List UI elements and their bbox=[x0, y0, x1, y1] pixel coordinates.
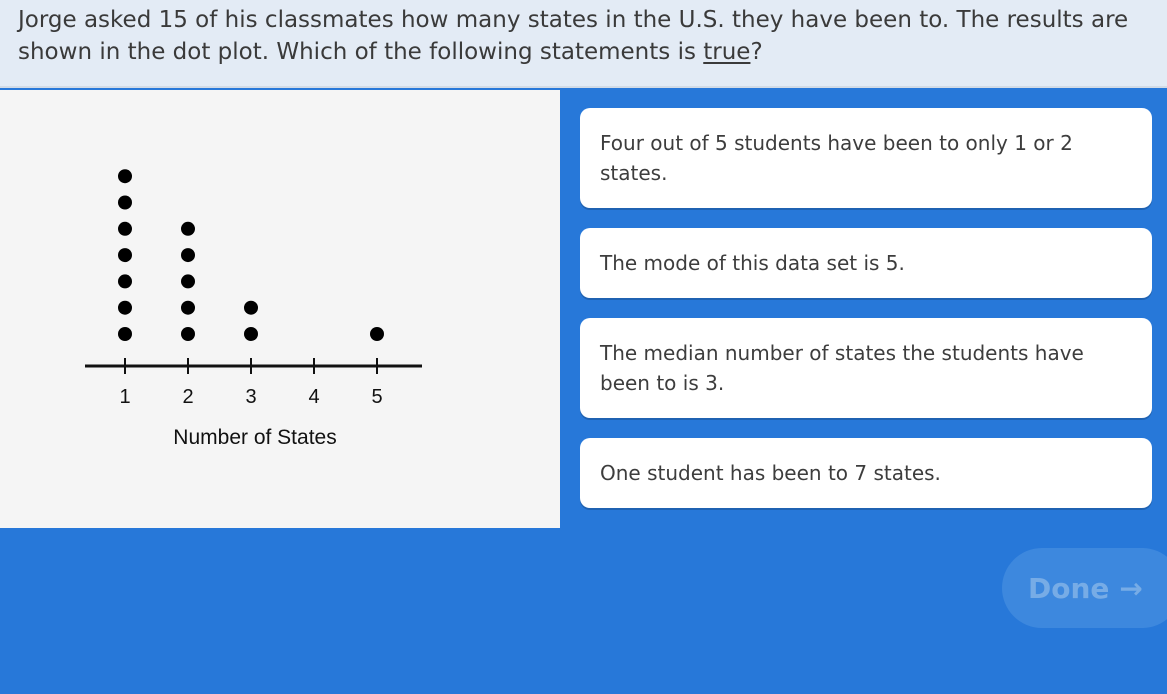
x-tick-label-2: 2 bbox=[182, 386, 194, 408]
x-axis-title: Number of States bbox=[173, 426, 337, 449]
question-emphasis: true bbox=[703, 39, 751, 65]
dot-plot-panel bbox=[0, 90, 560, 528]
question-bar bbox=[0, 0, 1167, 88]
dot-x2-5 bbox=[181, 222, 195, 236]
dot-x1-2 bbox=[118, 301, 132, 315]
dot-x3-2 bbox=[244, 301, 258, 315]
choice-4[interactable] bbox=[580, 438, 1152, 508]
x-tick-label-3: 3 bbox=[245, 386, 257, 408]
x-tick-label-5: 5 bbox=[371, 386, 383, 408]
choice-2[interactable] bbox=[580, 228, 1152, 298]
dot-x3-1 bbox=[244, 327, 258, 341]
dot-x5-1 bbox=[370, 327, 384, 341]
dot-x2-1 bbox=[181, 327, 195, 341]
dot-x1-7 bbox=[118, 169, 132, 183]
dot-x1-3 bbox=[118, 274, 132, 288]
dot-plot bbox=[0, 90, 560, 528]
done-button[interactable] bbox=[1002, 548, 1167, 628]
question-prefix: Jorge asked 15 of his classmates how many states in the U.S. they have been to. The results are shown in the dot plot. Which of the following statements is bbox=[18, 7, 1129, 65]
choice-1[interactable] bbox=[580, 108, 1152, 208]
arrow-right-icon: → bbox=[1119, 571, 1143, 605]
x-tick-label-1: 1 bbox=[119, 386, 131, 408]
dot-x1-6 bbox=[118, 196, 132, 210]
question-suffix: ? bbox=[750, 39, 763, 65]
done-label: Done bbox=[1028, 571, 1110, 605]
choice-4-label: One student has been to 7 states. bbox=[600, 461, 941, 485]
dot-x1-4 bbox=[118, 248, 132, 262]
choice-2-label: The mode of this data set is 5. bbox=[600, 251, 905, 275]
choice-3-label: The median number of states the students have been to is 3. bbox=[600, 341, 1084, 395]
dot-x2-2 bbox=[181, 301, 195, 315]
answer-choices bbox=[580, 108, 1152, 508]
dot-x2-4 bbox=[181, 248, 195, 262]
dot-x2-3 bbox=[181, 274, 195, 288]
question-text bbox=[18, 4, 1138, 68]
x-tick-label-4: 4 bbox=[308, 386, 320, 408]
dot-x1-5 bbox=[118, 222, 132, 236]
choice-1-label: Four out of 5 students have been to only 1 or 2 states. bbox=[600, 131, 1073, 185]
choice-3[interactable] bbox=[580, 318, 1152, 418]
dot-x1-1 bbox=[118, 327, 132, 341]
